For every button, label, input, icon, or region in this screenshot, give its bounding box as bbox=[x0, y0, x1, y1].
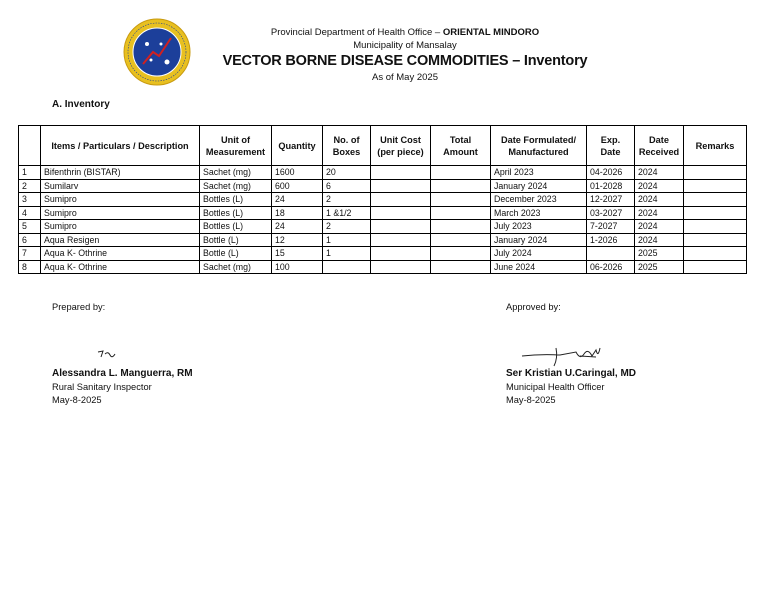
cell-total-amount bbox=[431, 179, 491, 193]
cell-unit: Sachet (mg) bbox=[200, 260, 272, 274]
prepared-by-date: May-8-2025 bbox=[52, 395, 102, 405]
table-row bbox=[19, 179, 747, 193]
cell-exp-date: 06-2026 bbox=[587, 260, 635, 274]
cell-unit: Bottles (L) bbox=[200, 220, 272, 234]
table-row bbox=[19, 193, 747, 207]
section-label: A. Inventory bbox=[52, 99, 110, 110]
cell-item: Sumipro bbox=[41, 193, 200, 207]
cell-unit: Bottles (L) bbox=[200, 206, 272, 220]
cell-quantity: 24 bbox=[272, 193, 323, 207]
cell-item: Sumipro bbox=[41, 206, 200, 220]
approved-by-block bbox=[506, 367, 636, 408]
cell-boxes: 2 bbox=[323, 193, 371, 207]
approved-by-date: May-8-2025 bbox=[506, 395, 556, 405]
col-header-remarks: Remarks bbox=[684, 126, 747, 166]
col-header-total-amount: Total Amount bbox=[431, 126, 491, 166]
cell-date-received: 2024 bbox=[635, 166, 684, 180]
table-row bbox=[19, 166, 747, 180]
cell-unit: Sachet (mg) bbox=[200, 166, 272, 180]
cell-total-amount bbox=[431, 206, 491, 220]
cell-unit-cost bbox=[371, 220, 431, 234]
col-header-unit: Unit of Measurement bbox=[200, 126, 272, 166]
cell-boxes: 1 bbox=[323, 247, 371, 261]
cell-date-manufactured: July 2024 bbox=[491, 247, 587, 261]
col-header-date-manufactured: Date Formulated/ Manufactured bbox=[491, 126, 587, 166]
cell-boxes: 20 bbox=[323, 166, 371, 180]
header-municipality: Municipality of Mansalay bbox=[353, 40, 457, 51]
table-row bbox=[19, 206, 747, 220]
page-title: VECTOR BORNE DISEASE COMMODITIES – Inventory bbox=[222, 53, 588, 69]
approved-by-label: Approved by: bbox=[506, 302, 561, 312]
cell-exp-date bbox=[587, 247, 635, 261]
cell-exp-date: 01-2028 bbox=[587, 179, 635, 193]
cell-quantity: 24 bbox=[272, 220, 323, 234]
approved-by-position: Municipal Health Officer bbox=[506, 381, 605, 392]
cell-item: Aqua Resigen bbox=[41, 233, 200, 247]
prepared-by-block bbox=[52, 367, 193, 408]
cell-boxes: 1 bbox=[323, 233, 371, 247]
cell-remarks bbox=[684, 193, 747, 207]
table-row bbox=[19, 220, 747, 234]
cell-quantity: 100 bbox=[272, 260, 323, 274]
cell-item: Bifenthrin (BISTAR) bbox=[41, 166, 200, 180]
cell-no: 4 bbox=[19, 206, 41, 220]
col-header-exp-date: Exp. Date bbox=[587, 126, 635, 166]
cell-no: 1 bbox=[19, 166, 41, 180]
cell-unit-cost bbox=[371, 260, 431, 274]
approved-by-name: Ser Kristian U.Caringal, MD bbox=[506, 368, 637, 379]
cell-date-received: 2024 bbox=[635, 193, 684, 207]
cell-exp-date: 04-2026 bbox=[587, 166, 635, 180]
col-header-boxes: No. of Boxes bbox=[323, 126, 371, 166]
cell-remarks bbox=[684, 166, 747, 180]
inventory-table bbox=[18, 125, 747, 274]
cell-boxes: 2 bbox=[323, 220, 371, 234]
cell-no: 7 bbox=[19, 247, 41, 261]
cell-no: 3 bbox=[19, 193, 41, 207]
col-header-no bbox=[19, 126, 41, 166]
cell-date-received: 2024 bbox=[635, 220, 684, 234]
cell-date-manufactured: July 2023 bbox=[491, 220, 587, 234]
cell-item: Aqua K- Othrine bbox=[41, 247, 200, 261]
cell-unit-cost bbox=[371, 247, 431, 261]
cell-quantity: 12 bbox=[272, 233, 323, 247]
table-row bbox=[19, 233, 747, 247]
cell-unit: Bottles (L) bbox=[200, 193, 272, 207]
table-header-row bbox=[19, 126, 747, 166]
cell-quantity: 600 bbox=[272, 179, 323, 193]
cell-remarks bbox=[684, 220, 747, 234]
cell-no: 6 bbox=[19, 233, 41, 247]
prepared-by-position: Rural Sanitary Inspector bbox=[52, 381, 152, 392]
cell-item: Sumilarv bbox=[41, 179, 200, 193]
cell-remarks bbox=[684, 179, 747, 193]
cell-date-manufactured: April 2023 bbox=[491, 166, 587, 180]
cell-total-amount bbox=[431, 166, 491, 180]
table-row bbox=[19, 260, 747, 274]
cell-date-received: 2024 bbox=[635, 206, 684, 220]
prepared-by-label: Prepared by: bbox=[52, 302, 106, 312]
cell-unit-cost bbox=[371, 233, 431, 247]
cell-remarks bbox=[684, 206, 747, 220]
cell-date-manufactured: January 2024 bbox=[491, 179, 587, 193]
cell-date-received: 2025 bbox=[635, 260, 684, 274]
cell-exp-date: 12-2027 bbox=[587, 193, 635, 207]
cell-quantity: 1600 bbox=[272, 166, 323, 180]
cell-remarks bbox=[684, 247, 747, 261]
table-body bbox=[19, 166, 747, 274]
cell-unit: Bottle (L) bbox=[200, 247, 272, 261]
cell-remarks bbox=[684, 260, 747, 274]
col-header-quantity: Quantity bbox=[272, 126, 323, 166]
cell-unit: Sachet (mg) bbox=[200, 179, 272, 193]
approver-signature bbox=[520, 344, 602, 368]
initials-signature bbox=[97, 349, 117, 359]
cell-date-manufactured: January 2024 bbox=[491, 233, 587, 247]
cell-remarks bbox=[684, 233, 747, 247]
cell-date-manufactured: December 2023 bbox=[491, 193, 587, 207]
cell-total-amount bbox=[431, 233, 491, 247]
cell-unit: Bottle (L) bbox=[200, 233, 272, 247]
cell-date-received: 2024 bbox=[635, 179, 684, 193]
table-row bbox=[19, 247, 747, 261]
cell-date-received: 2025 bbox=[635, 247, 684, 261]
cell-no: 8 bbox=[19, 260, 41, 274]
cell-exp-date: 7-2027 bbox=[587, 220, 635, 234]
col-header-unit-cost: Unit Cost (per piece) bbox=[371, 126, 431, 166]
as-of-date: As of May 2025 bbox=[371, 72, 438, 83]
cell-item: Aqua K- Othrine bbox=[41, 260, 200, 274]
col-header-date-received: Date Received bbox=[635, 126, 684, 166]
cell-date-manufactured: March 2023 bbox=[491, 206, 587, 220]
cell-exp-date: 03-2027 bbox=[587, 206, 635, 220]
cell-total-amount bbox=[431, 247, 491, 261]
cell-date-manufactured: June 2024 bbox=[491, 260, 587, 274]
cell-item: Sumipro bbox=[41, 220, 200, 234]
header-office-line: Provincial Department of Health Office – ORIENTAL MINDORO bbox=[270, 27, 540, 38]
cell-no: 5 bbox=[19, 220, 41, 234]
cell-boxes: 1 &1/2 bbox=[323, 206, 371, 220]
prepared-by-name: Alessandra L. Manguerra, RM bbox=[52, 368, 193, 379]
cell-date-received: 2024 bbox=[635, 233, 684, 247]
cell-quantity: 15 bbox=[272, 247, 323, 261]
cell-quantity: 18 bbox=[272, 206, 323, 220]
cell-total-amount bbox=[431, 260, 491, 274]
cell-boxes bbox=[323, 260, 371, 274]
cell-unit-cost bbox=[371, 179, 431, 193]
cell-unit-cost bbox=[371, 166, 431, 180]
cell-total-amount bbox=[431, 220, 491, 234]
cell-no: 2 bbox=[19, 179, 41, 193]
cell-unit-cost bbox=[371, 193, 431, 207]
cell-exp-date: 1-2026 bbox=[587, 233, 635, 247]
cell-boxes: 6 bbox=[323, 179, 371, 193]
col-header-item: Items / Particulars / Description bbox=[41, 126, 200, 166]
cell-total-amount bbox=[431, 193, 491, 207]
cell-unit-cost bbox=[371, 206, 431, 220]
